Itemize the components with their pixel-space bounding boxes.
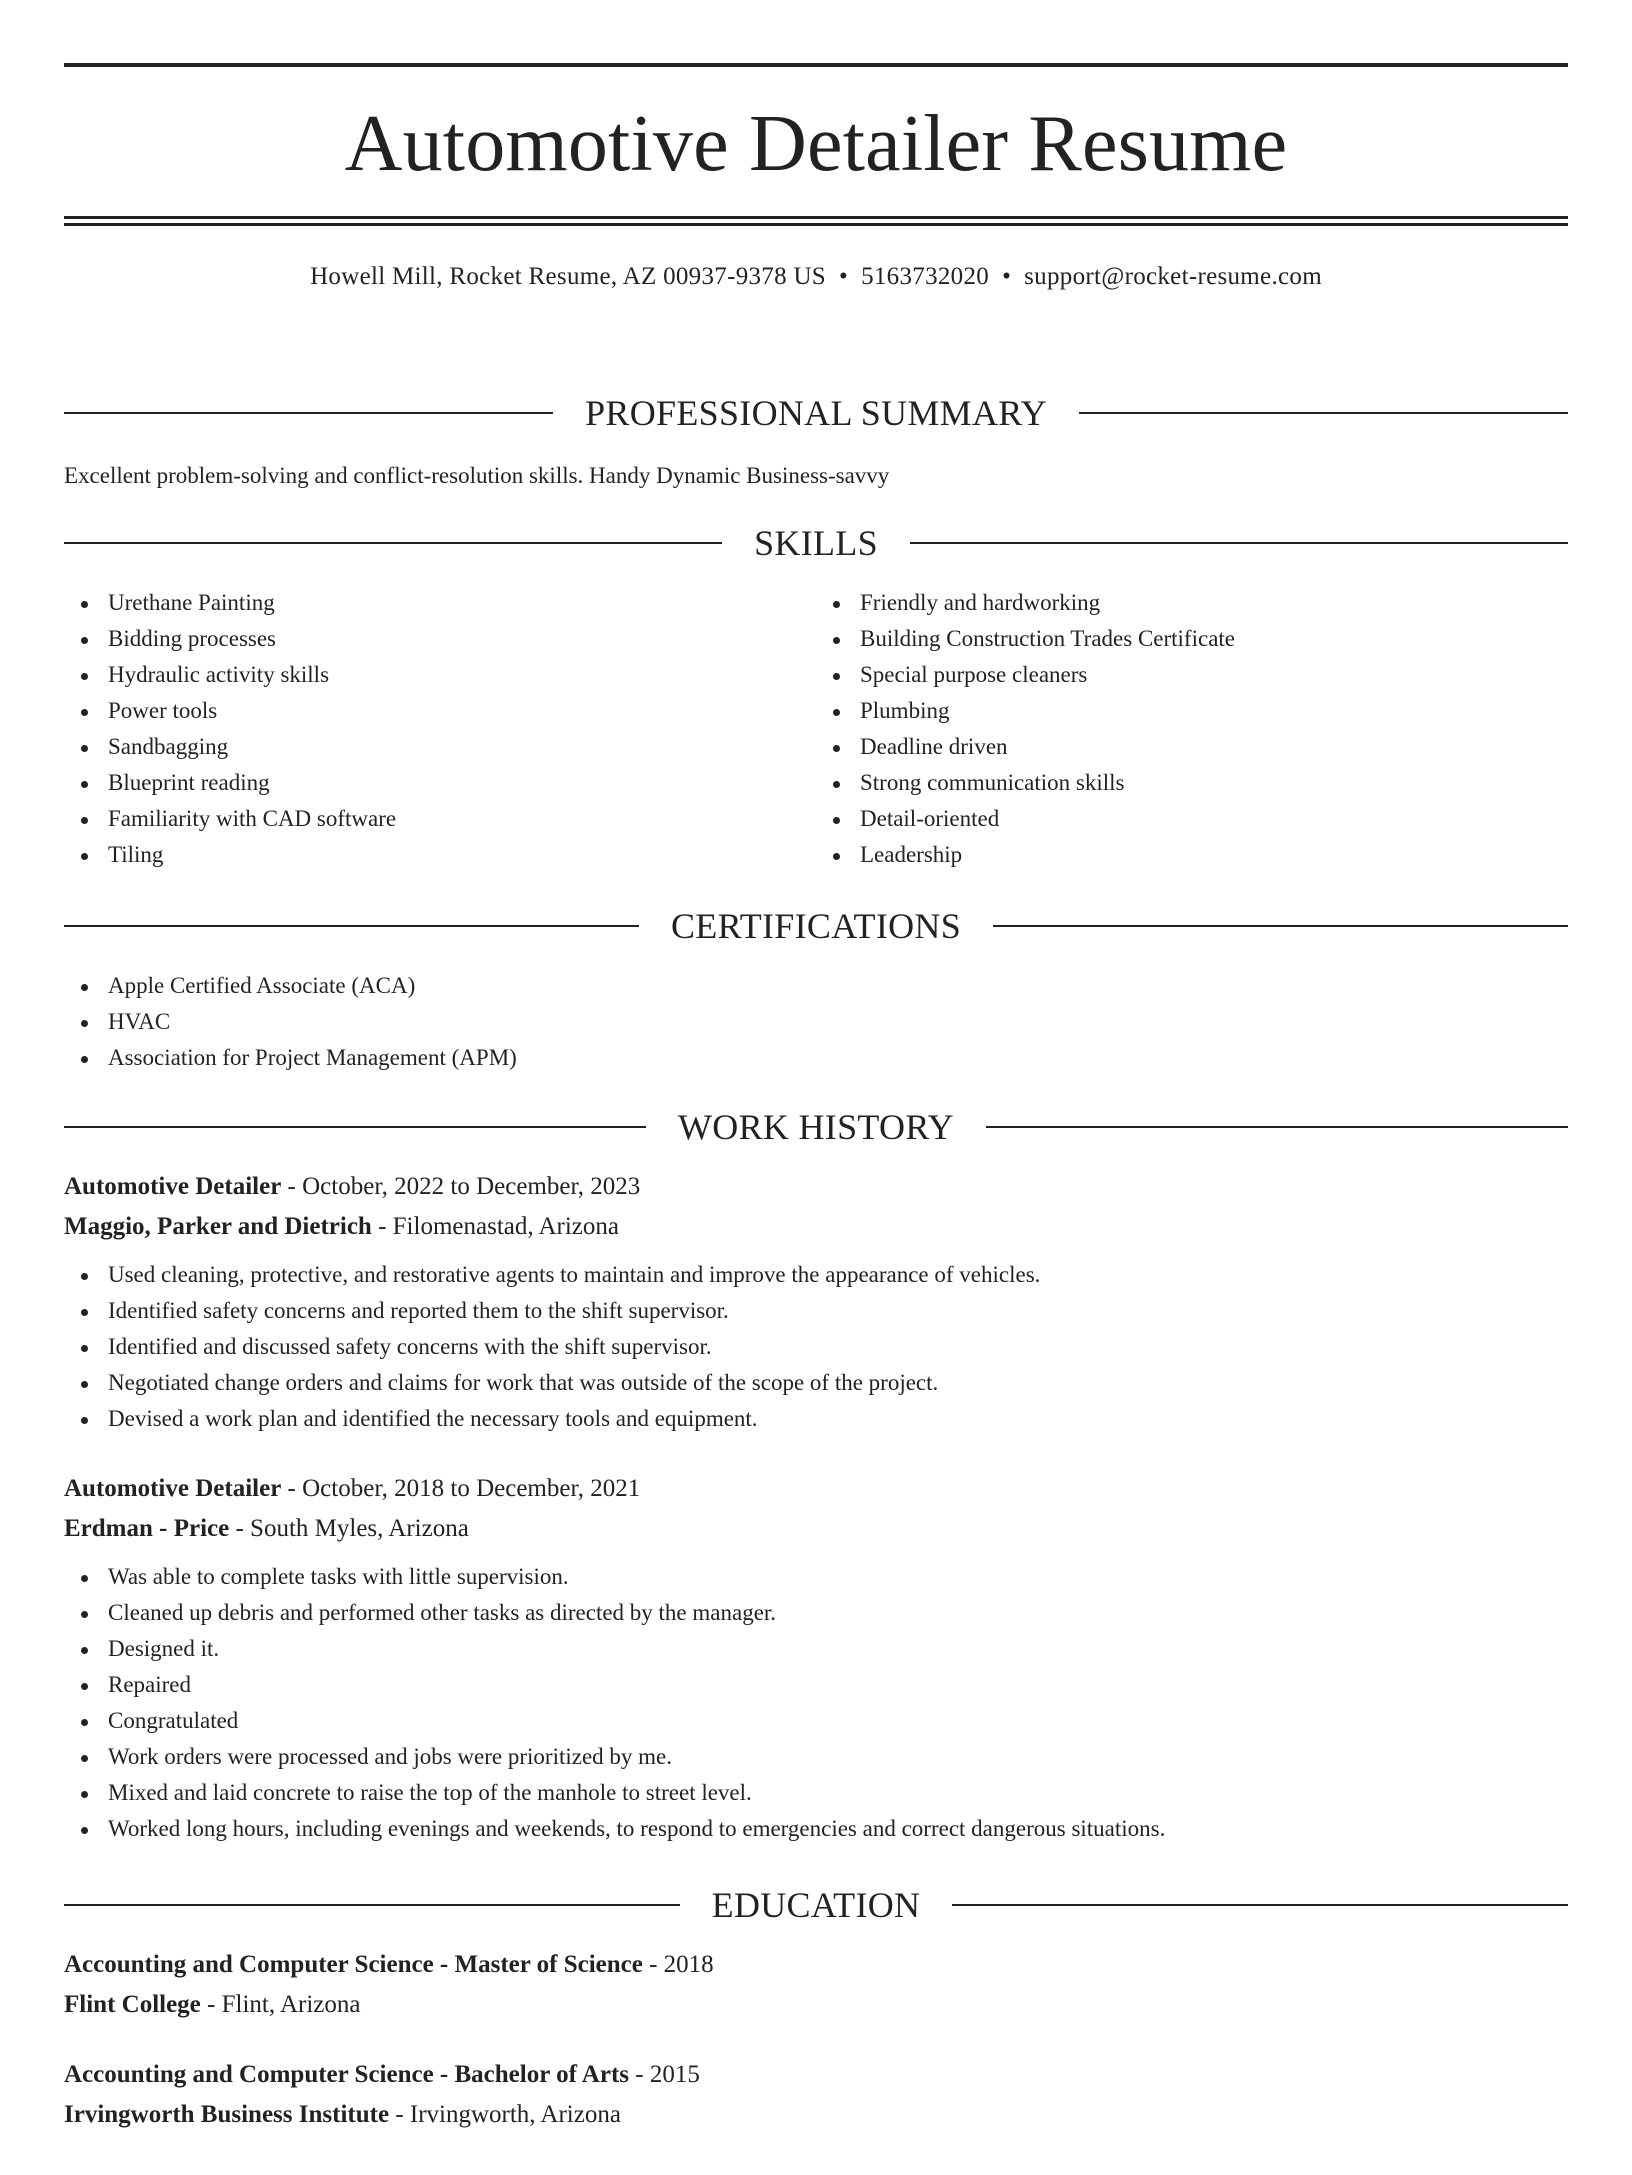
skill-item: Power tools [64,693,816,729]
contact-separator: • [1002,263,1012,290]
education-entry [64,2055,1568,2135]
skill-item: Plumbing [816,693,1568,729]
job-location: - South Myles, Arizona [229,1515,469,1542]
education-degree-line [64,2055,1568,2095]
education-school-line [64,2095,1568,2135]
job-duty-item: Congratulated [64,1703,1568,1739]
skill-item: Bidding processes [64,621,816,657]
certification-item: HVAC [64,1004,1568,1040]
certification-item: Apple Certified Associate (ACA) [64,968,1568,1004]
job-entry [64,1167,1568,1437]
job-duty-item: Was able to complete tasks with little supervision. [64,1559,1568,1595]
job-company-line [64,1509,1568,1549]
education-school: Irvingworth Business Institute [64,2101,390,2128]
job-dates: - October, 2022 to December, 2023 [281,1173,641,1200]
education-degree: Accounting and Computer Science - Master of Science [64,1951,643,1978]
skills-list-left [64,585,816,873]
education-location: - Irvingworth, Arizona [389,2101,621,2128]
job-duty-item: Mixed and laid concrete to raise the top of the manhole to street level. [64,1775,1568,1811]
job-duties-list [64,1257,1568,1437]
education-school-line [64,1985,1568,2025]
skill-item: Special purpose cleaners [816,657,1568,693]
skill-item: Sandbagging [64,729,816,765]
title-double-rule [64,216,1568,226]
job-duty-item: Used cleaning, protective, and restorative agents to maintain and improve the appearance of vehicles. [64,1257,1568,1293]
certifications-heading: CERTIFICATIONS [64,908,1568,944]
job-company: Maggio, Parker and Dietrich [64,1213,372,1240]
job-duty-item: Repaired [64,1667,1568,1703]
job-duty-item: Identified safety concerns and reported them to the shift supervisor. [64,1293,1568,1329]
skills-section [64,525,1568,873]
skill-item: Tiling [64,837,816,873]
skills-list-right [816,585,1568,873]
education-heading: EDUCATION [64,1887,1568,1923]
contact-separator: • [839,263,849,290]
certifications-list [64,968,1568,1076]
skill-item: Blueprint reading [64,765,816,801]
skill-item: Building Construction Trades Certificate [816,621,1568,657]
resume-title: Automotive Detailer Resume [344,100,1288,188]
job-duty-item: Cleaned up debris and performed other tasks as directed by the manager. [64,1595,1568,1631]
contact-email: support@rocket-resume.com [1024,263,1322,290]
job-entry [64,1469,1568,1847]
certification-item: Association for Project Management (APM) [64,1040,1568,1076]
work-history-section [64,1109,1568,1847]
certifications-section [64,908,1568,1076]
job-duty-item: Worked long hours, including evenings and weekends, to respond to emergencies and correct dangerous situations. [64,1811,1568,1847]
job-title: Automotive Detailer [64,1173,282,1200]
education-degree-line [64,1945,1568,1985]
education-school: Flint College [64,1991,201,2018]
job-company-line [64,1207,1568,1247]
education-location: - Flint, Arizona [200,1991,361,2018]
skills-grid [64,585,1568,873]
skill-item: Strong communication skills [816,765,1568,801]
skill-item: Familiarity with CAD software [64,801,816,837]
education-degree: Accounting and Computer Science - Bachelor of Arts [64,2061,630,2088]
skill-item: Deadline driven [816,729,1568,765]
contact-line [64,262,1568,292]
job-title: Automotive Detailer [64,1475,282,1502]
skill-item: Urethane Painting [64,585,816,621]
resume-page [0,63,1632,2175]
education-entry [64,1945,1568,2025]
top-rule [64,63,1568,67]
job-duty-item: Identified and discussed safety concerns with the shift supervisor. [64,1329,1568,1365]
job-duty-item: Work orders were processed and jobs were prioritized by me. [64,1739,1568,1775]
summary-section [64,395,1568,491]
education-year: - 2018 [642,1951,714,1978]
education-section [64,1887,1568,2135]
education-year: - 2015 [629,2061,700,2088]
job-duty-item: Designed it. [64,1631,1568,1667]
work-history-heading: WORK HISTORY [64,1109,1568,1145]
skills-column-left [64,585,816,873]
job-title-line [64,1167,1568,1207]
summary-heading: PROFESSIONAL SUMMARY [64,395,1568,431]
summary-text: Excellent problem-solving and conflict-resolution skills. Handy Dynamic Business-savvy [64,463,890,488]
skill-item: Friendly and hardworking [816,585,1568,621]
job-duties-list [64,1559,1568,1847]
skill-item: Detail-oriented [816,801,1568,837]
job-company: Erdman - Price [64,1515,230,1542]
job-location: - Filomenastad, Arizona [371,1213,619,1240]
job-duty-item: Negotiated change orders and claims for work that was outside of the scope of the project. [64,1365,1568,1401]
job-title-line [64,1469,1568,1509]
skill-item: Leadership [816,837,1568,873]
skills-heading: SKILLS [64,525,1568,561]
contact-address: Howell Mill, Rocket Resume, AZ 00937-9378 US [310,263,827,290]
contact-phone: 5163732020 [861,263,990,290]
skill-item: Hydraulic activity skills [64,657,816,693]
skills-column-right [816,585,1568,873]
job-dates: - October, 2018 to December, 2021 [281,1475,641,1502]
job-duty-item: Devised a work plan and identified the necessary tools and equipment. [64,1401,1568,1437]
